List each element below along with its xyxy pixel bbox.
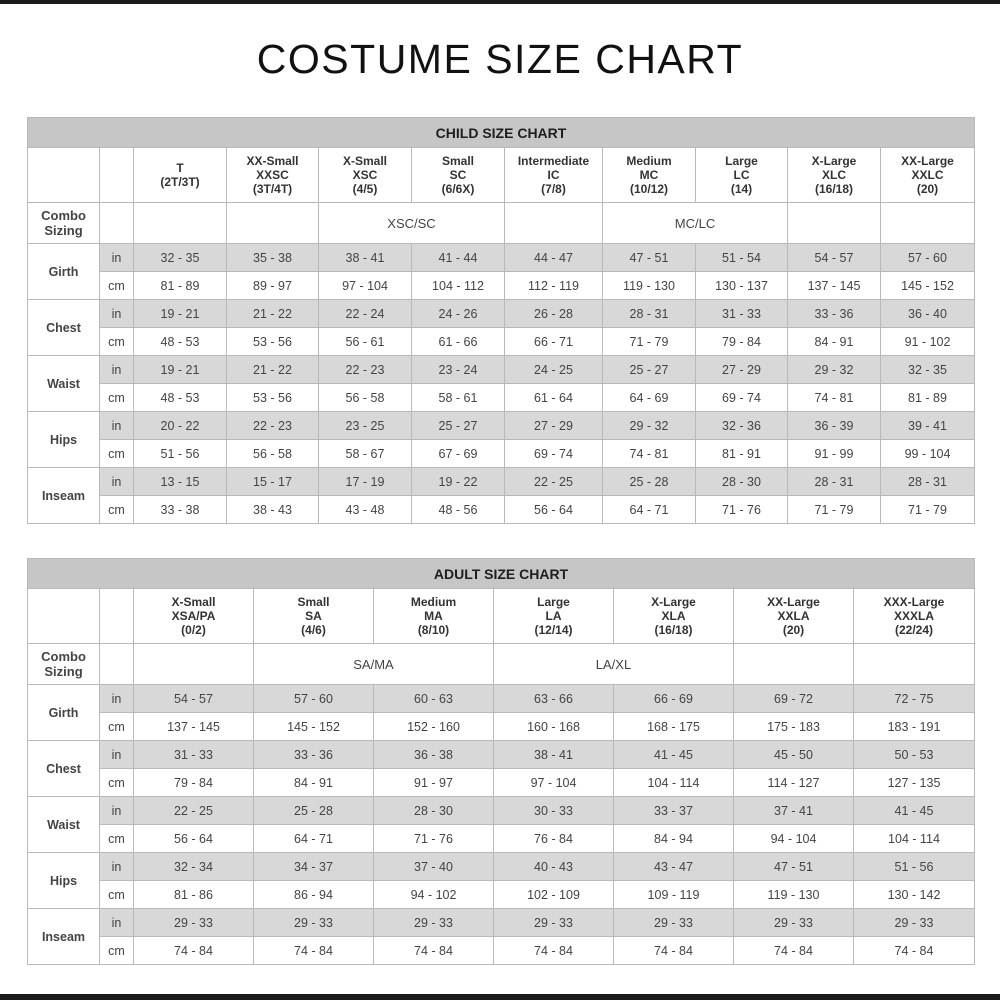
size-value-cell: 26 - 28 [505, 300, 603, 328]
size-value-cell: 19 - 21 [134, 300, 227, 328]
chest-cm-row [28, 769, 975, 797]
size-header-xx-large: XX-Large XXLC (20) [881, 148, 975, 203]
combo-xsc-sc: XSC/SC [319, 203, 505, 244]
size-value-cell: 29 - 32 [603, 412, 696, 440]
size-value-cell: 33 - 38 [134, 496, 227, 524]
unit-label: in [100, 797, 134, 825]
size-value-cell: 28 - 30 [696, 468, 788, 496]
blank-cell [100, 203, 134, 244]
unit-label: in [100, 300, 134, 328]
size-value-cell: 29 - 33 [374, 909, 494, 937]
adult-size-table [27, 558, 975, 965]
blank-cell [505, 203, 603, 244]
size-value-cell: 137 - 145 [134, 713, 254, 741]
size-value-cell: 24 - 25 [505, 356, 603, 384]
waist-in-row [28, 356, 975, 384]
size-value-cell: 23 - 25 [319, 412, 412, 440]
inseam-cm-row [28, 937, 975, 965]
size-value-cell: 104 - 114 [854, 825, 975, 853]
size-value-cell: 34 - 37 [254, 853, 374, 881]
girth-in-row [28, 685, 975, 713]
size-value-cell: 71 - 79 [881, 496, 975, 524]
chest-cm-row [28, 328, 975, 356]
unit-label: cm [100, 825, 134, 853]
size-value-cell: 99 - 104 [881, 440, 975, 468]
size-value-cell: 51 - 56 [854, 853, 975, 881]
size-value-cell: 74 - 81 [788, 384, 881, 412]
waist-in-row [28, 797, 975, 825]
unit-label: cm [100, 937, 134, 965]
size-value-cell: 45 - 50 [734, 741, 854, 769]
size-value-cell: 71 - 76 [374, 825, 494, 853]
size-value-cell: 109 - 119 [614, 881, 734, 909]
size-value-cell: 53 - 56 [227, 384, 319, 412]
size-value-cell: 79 - 84 [696, 328, 788, 356]
size-value-cell: 25 - 27 [412, 412, 505, 440]
unit-label: cm [100, 496, 134, 524]
size-value-cell: 51 - 54 [696, 244, 788, 272]
unit-label: in [100, 412, 134, 440]
size-value-cell: 38 - 41 [319, 244, 412, 272]
blank-cell [100, 148, 134, 203]
size-value-cell: 19 - 21 [134, 356, 227, 384]
blank-cell [134, 644, 254, 685]
size-value-cell: 86 - 94 [254, 881, 374, 909]
size-value-cell: 69 - 74 [505, 440, 603, 468]
size-value-cell: 38 - 43 [227, 496, 319, 524]
size-value-cell: 47 - 51 [603, 244, 696, 272]
size-value-cell: 137 - 145 [788, 272, 881, 300]
size-header-large: Large LC (14) [696, 148, 788, 203]
size-value-cell: 89 - 97 [227, 272, 319, 300]
size-value-cell: 48 - 53 [134, 384, 227, 412]
blank-cell [227, 203, 319, 244]
unit-label: in [100, 356, 134, 384]
size-value-cell: 22 - 24 [319, 300, 412, 328]
size-value-cell: 152 - 160 [374, 713, 494, 741]
size-value-cell: 74 - 84 [254, 937, 374, 965]
size-header-x-large: X-Large XLA (16/18) [614, 589, 734, 644]
size-value-cell: 56 - 64 [505, 496, 603, 524]
unit-label: in [100, 468, 134, 496]
top-border [0, 0, 1000, 4]
size-value-cell: 69 - 72 [734, 685, 854, 713]
size-value-cell: 22 - 23 [227, 412, 319, 440]
child-size-table [27, 117, 975, 524]
size-header-xxx-large: XXX-Large XXXLA (22/24) [854, 589, 975, 644]
unit-label: in [100, 741, 134, 769]
size-value-cell: 37 - 40 [374, 853, 494, 881]
size-value-cell: 145 - 152 [254, 713, 374, 741]
size-header-medium: Medium MA (8/10) [374, 589, 494, 644]
size-value-cell: 36 - 40 [881, 300, 975, 328]
size-value-cell: 44 - 47 [505, 244, 603, 272]
measure-label-waist: Waist [28, 797, 100, 853]
size-value-cell: 74 - 81 [603, 440, 696, 468]
size-value-cell: 57 - 60 [254, 685, 374, 713]
waist-cm-row [28, 825, 975, 853]
child-combo-row [28, 203, 975, 244]
size-value-cell: 71 - 76 [696, 496, 788, 524]
measure-label-inseam: Inseam [28, 909, 100, 965]
size-value-cell: 29 - 32 [788, 356, 881, 384]
size-value-cell: 91 - 99 [788, 440, 881, 468]
size-value-cell: 56 - 61 [319, 328, 412, 356]
size-value-cell: 19 - 22 [412, 468, 505, 496]
size-value-cell: 22 - 25 [505, 468, 603, 496]
size-value-cell: 25 - 27 [603, 356, 696, 384]
adult-size-header-row [28, 589, 975, 644]
size-value-cell: 31 - 33 [696, 300, 788, 328]
hips-in-row [28, 853, 975, 881]
size-value-cell: 74 - 84 [374, 937, 494, 965]
blank-cell [788, 203, 881, 244]
blank-cell [100, 589, 134, 644]
size-value-cell: 29 - 33 [134, 909, 254, 937]
size-value-cell: 51 - 56 [134, 440, 227, 468]
measure-label-chest: Chest [28, 741, 100, 797]
page-title: COSTUME SIZE CHART [256, 36, 744, 82]
chest-in-row [28, 300, 975, 328]
size-value-cell: 74 - 84 [614, 937, 734, 965]
size-value-cell: 64 - 71 [254, 825, 374, 853]
child-size-header-row [28, 148, 975, 203]
size-value-cell: 24 - 26 [412, 300, 505, 328]
size-value-cell: 74 - 84 [854, 937, 975, 965]
unit-label: in [100, 853, 134, 881]
unit-label: in [100, 909, 134, 937]
size-value-cell: 114 - 127 [734, 769, 854, 797]
blank-cell [28, 589, 100, 644]
size-value-cell: 81 - 89 [134, 272, 227, 300]
size-value-cell: 71 - 79 [788, 496, 881, 524]
size-value-cell: 94 - 104 [734, 825, 854, 853]
combo-sizing-label: Combo Sizing [28, 644, 100, 685]
size-header-small: Small SA (4/6) [254, 589, 374, 644]
size-value-cell: 41 - 44 [412, 244, 505, 272]
size-header-small: Small SC (6/6X) [412, 148, 505, 203]
unit-label: cm [100, 713, 134, 741]
size-value-cell: 72 - 75 [854, 685, 975, 713]
inseam-in-row [28, 468, 975, 496]
size-value-cell: 119 - 130 [603, 272, 696, 300]
size-value-cell: 74 - 84 [134, 937, 254, 965]
size-value-cell: 58 - 67 [319, 440, 412, 468]
size-header-t: T (2T/3T) [134, 148, 227, 203]
measure-label-inseam: Inseam [28, 468, 100, 524]
measure-label-chest: Chest [28, 300, 100, 356]
size-value-cell: 28 - 31 [603, 300, 696, 328]
size-header-medium: Medium MC (10/12) [603, 148, 696, 203]
size-value-cell: 71 - 79 [603, 328, 696, 356]
size-value-cell: 64 - 71 [603, 496, 696, 524]
size-value-cell: 48 - 53 [134, 328, 227, 356]
adult-chart-title: ADULT SIZE CHART [28, 559, 975, 589]
size-value-cell: 97 - 104 [319, 272, 412, 300]
size-value-cell: 56 - 58 [227, 440, 319, 468]
size-value-cell: 33 - 36 [788, 300, 881, 328]
unit-label: cm [100, 881, 134, 909]
size-value-cell: 74 - 84 [734, 937, 854, 965]
size-value-cell: 41 - 45 [614, 741, 734, 769]
size-value-cell: 28 - 31 [788, 468, 881, 496]
size-value-cell: 35 - 38 [227, 244, 319, 272]
child-measure-rows [28, 244, 975, 524]
unit-label: cm [100, 272, 134, 300]
unit-label: cm [100, 328, 134, 356]
size-value-cell: 22 - 23 [319, 356, 412, 384]
blank-cell [100, 644, 134, 685]
size-value-cell: 57 - 60 [881, 244, 975, 272]
size-value-cell: 56 - 64 [134, 825, 254, 853]
waist-cm-row [28, 384, 975, 412]
size-value-cell: 25 - 28 [603, 468, 696, 496]
size-value-cell: 81 - 91 [696, 440, 788, 468]
size-value-cell: 183 - 191 [854, 713, 975, 741]
size-value-cell: 104 - 114 [614, 769, 734, 797]
size-value-cell: 29 - 33 [254, 909, 374, 937]
size-value-cell: 175 - 183 [734, 713, 854, 741]
size-value-cell: 29 - 33 [494, 909, 614, 937]
size-value-cell: 69 - 74 [696, 384, 788, 412]
size-value-cell: 76 - 84 [494, 825, 614, 853]
size-value-cell: 91 - 97 [374, 769, 494, 797]
size-value-cell: 13 - 15 [134, 468, 227, 496]
size-value-cell: 102 - 109 [494, 881, 614, 909]
inseam-in-row [28, 909, 975, 937]
size-value-cell: 66 - 69 [614, 685, 734, 713]
size-value-cell: 84 - 91 [254, 769, 374, 797]
girth-cm-row [28, 713, 975, 741]
unit-label: in [100, 685, 134, 713]
size-value-cell: 37 - 41 [734, 797, 854, 825]
size-value-cell: 36 - 39 [788, 412, 881, 440]
size-value-cell: 50 - 53 [854, 741, 975, 769]
size-value-cell: 32 - 35 [134, 244, 227, 272]
size-value-cell: 15 - 17 [227, 468, 319, 496]
size-value-cell: 32 - 34 [134, 853, 254, 881]
size-value-cell: 54 - 57 [134, 685, 254, 713]
size-value-cell: 28 - 31 [881, 468, 975, 496]
unit-label: cm [100, 769, 134, 797]
measure-label-waist: Waist [28, 356, 100, 412]
size-value-cell: 127 - 135 [854, 769, 975, 797]
size-value-cell: 130 - 137 [696, 272, 788, 300]
size-value-cell: 41 - 45 [854, 797, 975, 825]
size-value-cell: 145 - 152 [881, 272, 975, 300]
size-value-cell: 61 - 64 [505, 384, 603, 412]
blank-cell [734, 644, 854, 685]
size-value-cell: 66 - 71 [505, 328, 603, 356]
size-value-cell: 53 - 56 [227, 328, 319, 356]
hips-cm-row [28, 881, 975, 909]
size-value-cell: 36 - 38 [374, 741, 494, 769]
size-value-cell: 160 - 168 [494, 713, 614, 741]
size-value-cell: 32 - 36 [696, 412, 788, 440]
size-header-large: Large LA (12/14) [494, 589, 614, 644]
adult-combo-row [28, 644, 975, 685]
size-value-cell: 97 - 104 [494, 769, 614, 797]
child-chart-title: CHILD SIZE CHART [28, 118, 975, 148]
blank-cell [134, 203, 227, 244]
size-value-cell: 43 - 47 [614, 853, 734, 881]
size-value-cell: 23 - 24 [412, 356, 505, 384]
unit-label: cm [100, 384, 134, 412]
size-value-cell: 168 - 175 [614, 713, 734, 741]
size-value-cell: 38 - 41 [494, 741, 614, 769]
measure-label-hips: Hips [28, 412, 100, 468]
size-header-x-large: X-Large XLC (16/18) [788, 148, 881, 203]
chest-in-row [28, 741, 975, 769]
size-value-cell: 63 - 66 [494, 685, 614, 713]
size-value-cell: 94 - 102 [374, 881, 494, 909]
size-value-cell: 21 - 22 [227, 300, 319, 328]
combo-la-xl: LA/XL [494, 644, 734, 685]
blank-cell [28, 148, 100, 203]
size-value-cell: 29 - 33 [614, 909, 734, 937]
size-value-cell: 74 - 84 [494, 937, 614, 965]
size-value-cell: 39 - 41 [881, 412, 975, 440]
adult-measure-rows [28, 685, 975, 965]
blank-cell [854, 644, 975, 685]
size-value-cell: 43 - 48 [319, 496, 412, 524]
size-value-cell: 22 - 25 [134, 797, 254, 825]
bottom-border [0, 994, 1000, 1000]
size-value-cell: 84 - 91 [788, 328, 881, 356]
size-header-x-small: X-Small XSA/PA (0/2) [134, 589, 254, 644]
size-value-cell: 29 - 33 [854, 909, 975, 937]
size-value-cell: 33 - 36 [254, 741, 374, 769]
inseam-cm-row [28, 496, 975, 524]
size-value-cell: 33 - 37 [614, 797, 734, 825]
combo-sa-ma: SA/MA [254, 644, 494, 685]
blank-cell [881, 203, 975, 244]
hips-cm-row [28, 440, 975, 468]
size-value-cell: 81 - 89 [881, 384, 975, 412]
size-value-cell: 81 - 86 [134, 881, 254, 909]
size-value-cell: 112 - 119 [505, 272, 603, 300]
size-value-cell: 119 - 130 [734, 881, 854, 909]
size-value-cell: 30 - 33 [494, 797, 614, 825]
size-value-cell: 104 - 112 [412, 272, 505, 300]
size-value-cell: 79 - 84 [134, 769, 254, 797]
size-value-cell: 67 - 69 [412, 440, 505, 468]
unit-label: cm [100, 440, 134, 468]
size-header-xx-small: XX-Small XXSC (3T/4T) [227, 148, 319, 203]
size-value-cell: 84 - 94 [614, 825, 734, 853]
size-value-cell: 91 - 102 [881, 328, 975, 356]
size-value-cell: 25 - 28 [254, 797, 374, 825]
combo-sizing-label: Combo Sizing [28, 203, 100, 244]
size-value-cell: 64 - 69 [603, 384, 696, 412]
size-value-cell: 130 - 142 [854, 881, 975, 909]
size-value-cell: 28 - 30 [374, 797, 494, 825]
girth-in-row [28, 244, 975, 272]
size-value-cell: 17 - 19 [319, 468, 412, 496]
size-header-x-small: X-Small XSC (4/5) [319, 148, 412, 203]
size-value-cell: 60 - 63 [374, 685, 494, 713]
size-value-cell: 27 - 29 [505, 412, 603, 440]
measure-label-girth: Girth [28, 244, 100, 300]
size-value-cell: 61 - 66 [412, 328, 505, 356]
measure-label-girth: Girth [28, 685, 100, 741]
size-value-cell: 47 - 51 [734, 853, 854, 881]
size-header-intermediate: Intermediate IC (7/8) [505, 148, 603, 203]
size-value-cell: 58 - 61 [412, 384, 505, 412]
size-value-cell: 27 - 29 [696, 356, 788, 384]
measure-label-hips: Hips [28, 853, 100, 909]
size-value-cell: 48 - 56 [412, 496, 505, 524]
hips-in-row [28, 412, 975, 440]
size-value-cell: 31 - 33 [134, 741, 254, 769]
size-value-cell: 29 - 33 [734, 909, 854, 937]
unit-label: in [100, 244, 134, 272]
size-value-cell: 21 - 22 [227, 356, 319, 384]
size-value-cell: 54 - 57 [788, 244, 881, 272]
size-value-cell: 20 - 22 [134, 412, 227, 440]
girth-cm-row [28, 272, 975, 300]
combo-mc-lc: MC/LC [603, 203, 788, 244]
size-value-cell: 56 - 58 [319, 384, 412, 412]
size-header-xx-large: XX-Large XXLA (20) [734, 589, 854, 644]
size-value-cell: 32 - 35 [881, 356, 975, 384]
size-value-cell: 40 - 43 [494, 853, 614, 881]
